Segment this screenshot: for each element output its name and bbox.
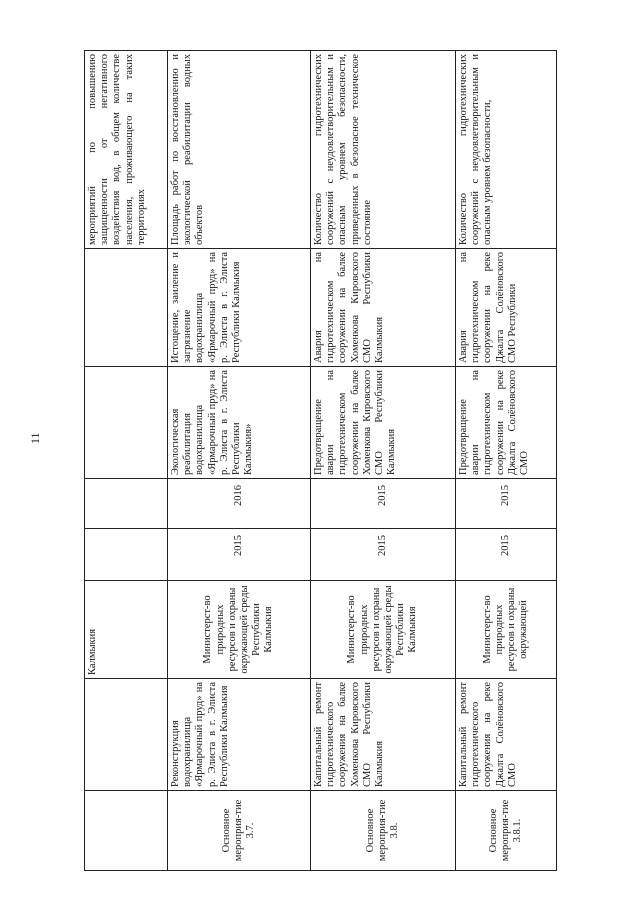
program-table-rotated	[84, 51, 570, 871]
expected-result-cell: Экологическая реабилитация водохранилища «Ярмарочный пруд» на р. Элиста в г. Элиста Республики Калмыкия»	[168, 367, 311, 479]
measure-code-cell: Основное мероприя-тие 3.8.	[311, 791, 456, 871]
risk-cell: Истощение, заиление и загрязнение водохранилища «Ярмарочный пруд» на р. Элиста в г. Элиста Республики Калмыкия	[168, 249, 311, 367]
table-row	[456, 51, 557, 871]
start-year-cell: 2015	[168, 529, 311, 581]
risk-cell: Авария на гидротехническом сооружении на балке Хоменкова Кировского СМО Республики Калмыкия	[311, 249, 456, 367]
end-year-cell	[85, 479, 168, 529]
table-row	[311, 51, 456, 871]
measure-code-cell	[85, 791, 168, 871]
end-year-cell: 2015	[456, 479, 557, 529]
indicator-cell: мероприятий по повышению защищенности от негативного воздействия вод, в общем количестве населения, проживающего на таких территориях	[85, 51, 168, 249]
program-table	[84, 50, 557, 871]
indicator-cell: Количество гидротехнических сооружений с неудовлетворительным и опасным уровнем безопасности, приведенных в безопасное техническое состояние	[311, 51, 456, 249]
risk-cell	[85, 249, 168, 367]
expected-result-cell: Предотвращение аварии на гидротехническом сооружении на реке Джалга Солёновского СМО	[456, 367, 557, 479]
executor-cell: Министерст-во природных ресурсов и охраны окружающей среды Республики Калмыкия	[311, 581, 456, 679]
page-number: 11	[28, 432, 42, 444]
start-year-cell: 2015	[456, 529, 557, 581]
measure-name-cell: Капитальный ремонт гидротехнического сооружения на балке Хоменкова Кировского СМО Республики Калмыкия	[311, 679, 456, 791]
measure-name-cell: Реконструкция водохранилища «Ярмарочный пруд» на р. Элиста в г. Элиста Республики Калмыкия	[168, 679, 311, 791]
start-year-cell	[85, 529, 168, 581]
expected-result-cell: Предотвращение аварии на гидротехническом сооружении на балке Хоменкова Кировского СМО Республики Калмыкия	[311, 367, 456, 479]
executor-cell: Министерст-во природных ресурсов и охраны окружающей среды Республики Калмыкия	[168, 581, 311, 679]
executor-cell: Министерст-во природных ресурсов и охраны окружающей	[456, 581, 557, 679]
indicator-cell: Площадь работ по восстановлению и экологической реабилитации водных объектов	[168, 51, 311, 249]
executor-cell: Калмыкия	[85, 581, 168, 679]
risk-cell: Авария на гидротехническом сооружении на реке Джалга Солёновского СМО Республики	[456, 249, 557, 367]
end-year-cell: 2016	[168, 479, 311, 529]
table-row	[168, 51, 311, 871]
start-year-cell: 2015	[311, 529, 456, 581]
indicator-cell: Количество гидротехнических сооружений с неудовлетворительным и опасным уровнем безопасности,	[456, 51, 557, 249]
end-year-cell: 2015	[311, 479, 456, 529]
measure-name-cell	[85, 679, 168, 791]
measure-name-cell: Капитальный ремонт гидротехнического сооружения на реке Джалга Солёновского СМО	[456, 679, 557, 791]
measure-code-cell: Основное мероприя-тие 3.8.1.	[456, 791, 557, 871]
measure-code-cell: Основное мероприя-тие 3.7.	[168, 791, 311, 871]
expected-result-cell	[85, 367, 168, 479]
table-row	[85, 51, 168, 871]
